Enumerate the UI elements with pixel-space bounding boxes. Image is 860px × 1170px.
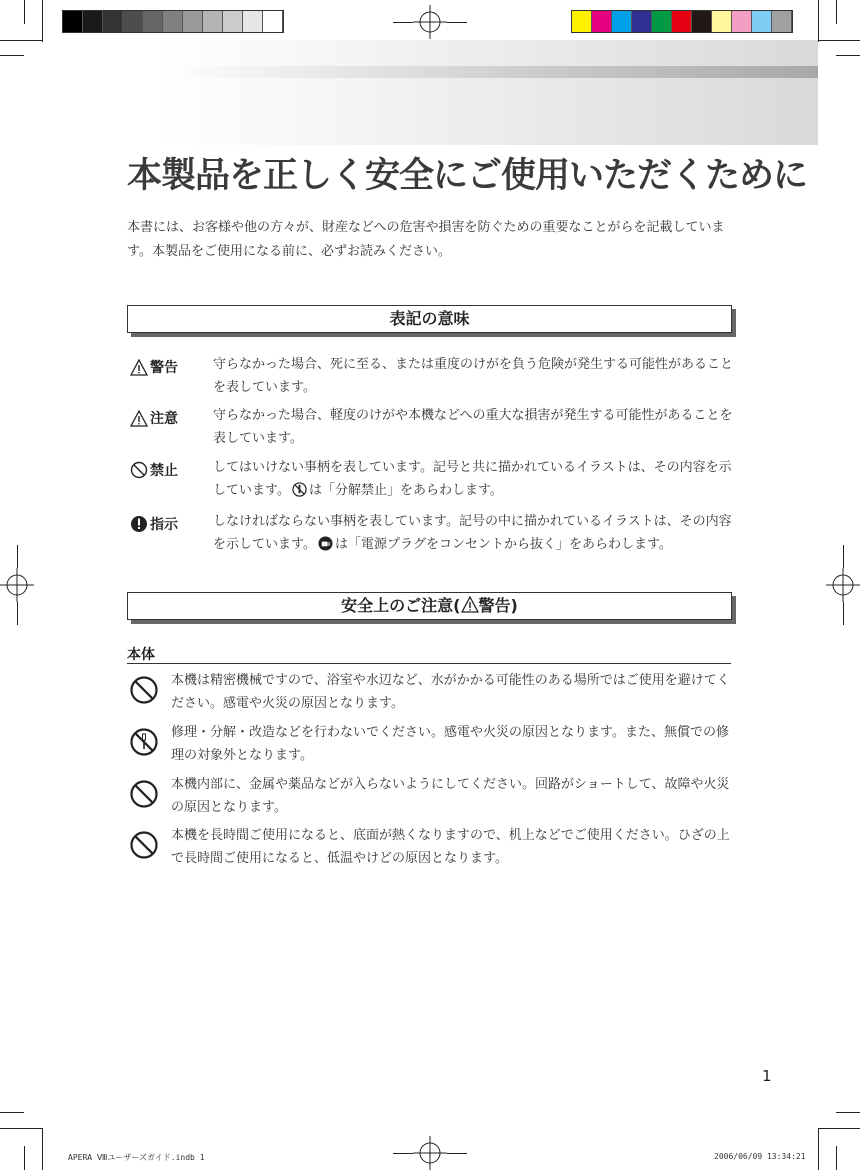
color-swatch [163, 11, 183, 32]
caution-triangle-icon [130, 410, 148, 427]
print-footer-filename: APERA Ⅷユーザーズガイド.indb 1 [68, 1153, 205, 1162]
page-title: 本製品を正しく安全にご使用いただくために [127, 156, 808, 196]
legend-label-instruction [130, 514, 178, 534]
legend-label-text: 警告 [150, 360, 178, 376]
crop-mark [0, 55, 24, 56]
legend-label-text: 注意 [150, 411, 178, 427]
color-swatch [243, 11, 263, 32]
legend-description: 守らなかった場合、死に至る、または重度のけがを負う危険が発生する可能性があることを表しています。 [213, 357, 734, 395]
crop-mark [836, 1112, 860, 1113]
warning-triangle-icon [130, 359, 148, 376]
crop-mark [818, 0, 819, 42]
legend-text-part: は「電源プラグをコンセントから抜く」をあらわします。 [334, 537, 672, 552]
crop-mark [818, 1128, 860, 1129]
heading-text: 安全上のご注意( [341, 596, 461, 615]
crop-mark [42, 1128, 43, 1170]
registration-mark-icon [826, 568, 860, 602]
color-swatch [752, 11, 772, 32]
gray-scale-bar [62, 10, 284, 33]
legend-text-part: は「分解禁止」をあらわします。 [308, 483, 503, 498]
legend-text-part: してはいけない事柄を表しています。記号と共に描かれているイラストは、その内容を示しています。 [213, 460, 732, 498]
crop-mark [447, 1153, 467, 1154]
crop-mark [393, 22, 413, 23]
registration-mark-icon [413, 5, 447, 39]
divider [127, 663, 731, 664]
crop-mark [17, 545, 18, 568]
crop-mark [42, 0, 43, 42]
crop-mark [0, 1128, 42, 1129]
color-swatch [692, 11, 712, 32]
crop-mark [24, 0, 25, 24]
color-swatch [632, 11, 652, 32]
intro-paragraph: 本書には、お客様や他の方々が、財産などへの危害や損害を防ぐための重要なことがらを記載しています。本製品をご使用になる前に、必ずお読みください。 [127, 220, 725, 259]
subsection-heading: 本体 [127, 647, 155, 663]
crop-mark [0, 1112, 24, 1113]
crop-mark [818, 40, 860, 41]
color-swatch [183, 11, 203, 32]
prohibited-icon [129, 779, 159, 809]
crop-mark [843, 602, 844, 625]
color-swatch [612, 11, 632, 32]
crop-mark [843, 545, 844, 568]
color-swatch [223, 11, 243, 32]
color-swatch [652, 11, 672, 32]
unplug-icon [318, 536, 333, 551]
color-swatch [63, 11, 83, 32]
legend-description [213, 510, 733, 556]
color-swatch [123, 11, 143, 32]
crop-mark [836, 0, 837, 24]
header-gradient-band [160, 40, 818, 145]
crop-mark [393, 1153, 413, 1154]
safety-item-text: 本機を長時間ご使用になると、底面が熱くなりますので、机上などでご使用ください。ひざの上で長時間ご使用になると、低温やけどの原因となります。 [171, 828, 730, 866]
color-swatch [572, 11, 592, 32]
color-swatch [672, 11, 692, 32]
color-swatch [103, 11, 123, 32]
safety-section-heading [127, 592, 732, 620]
safety-item-text: 本機内部に、金属や薬品などが入らないようにしてください。回路がショートして、故障や火災の原因となります。 [171, 777, 730, 815]
color-swatch [732, 11, 752, 32]
prohibited-icon [129, 830, 159, 860]
color-scale-bar [571, 10, 793, 33]
legend-description [213, 456, 733, 502]
no-disassembly-icon [129, 727, 159, 757]
exclamation-circle-icon [130, 515, 148, 533]
color-swatch [83, 11, 103, 32]
prohibited-circle-icon [130, 461, 148, 479]
crop-mark [24, 1146, 25, 1170]
legend-section-heading: 表記の意味 [127, 305, 732, 333]
registration-mark-icon [0, 568, 34, 602]
legend-description: 守らなかった場合、軽度のけがや本機などへの重大な損害が発生する可能性があることを表しています。 [213, 408, 733, 446]
crop-mark [17, 602, 18, 625]
page-number: 1 [762, 1067, 772, 1085]
color-swatch [592, 11, 612, 32]
safety-item-text: 本機は精密機械ですので、浴室や水辺など、水がかかる可能性のある場所ではご使用を避けてください。感電や火災の原因となります。 [171, 673, 730, 711]
legend-label-warning [130, 357, 178, 377]
safety-item-text: 修理・分解・改造などを行わないでください。感電や火災の原因となります。また、無償での修理の対象外となります。 [171, 725, 729, 763]
legend-label-caution [130, 408, 178, 428]
crop-mark [818, 1128, 819, 1170]
crop-mark [836, 55, 860, 56]
crop-mark [0, 40, 42, 41]
heading-text: 警告) [478, 596, 518, 615]
warning-triangle-icon [461, 596, 479, 613]
prohibited-icon [129, 675, 159, 705]
header-stripe [160, 66, 818, 78]
no-disassembly-icon [292, 482, 307, 497]
print-footer-timestamp: 2006/06/09 13:34:21 [714, 1152, 806, 1161]
color-swatch [203, 11, 223, 32]
legend-label-text: 指示 [150, 517, 178, 533]
legend-text-part: しなければならない事柄を表しています。記号の中に描かれているイラストは、その内容を示しています。 [213, 514, 732, 552]
color-swatch [712, 11, 732, 32]
color-swatch [143, 11, 163, 32]
crop-mark [836, 1146, 837, 1170]
crop-mark [447, 22, 467, 23]
registration-mark-icon [413, 1136, 447, 1170]
legend-label-text: 禁止 [150, 463, 178, 479]
color-swatch [772, 11, 792, 32]
legend-label-prohibited [130, 460, 178, 480]
color-swatch [263, 11, 283, 32]
